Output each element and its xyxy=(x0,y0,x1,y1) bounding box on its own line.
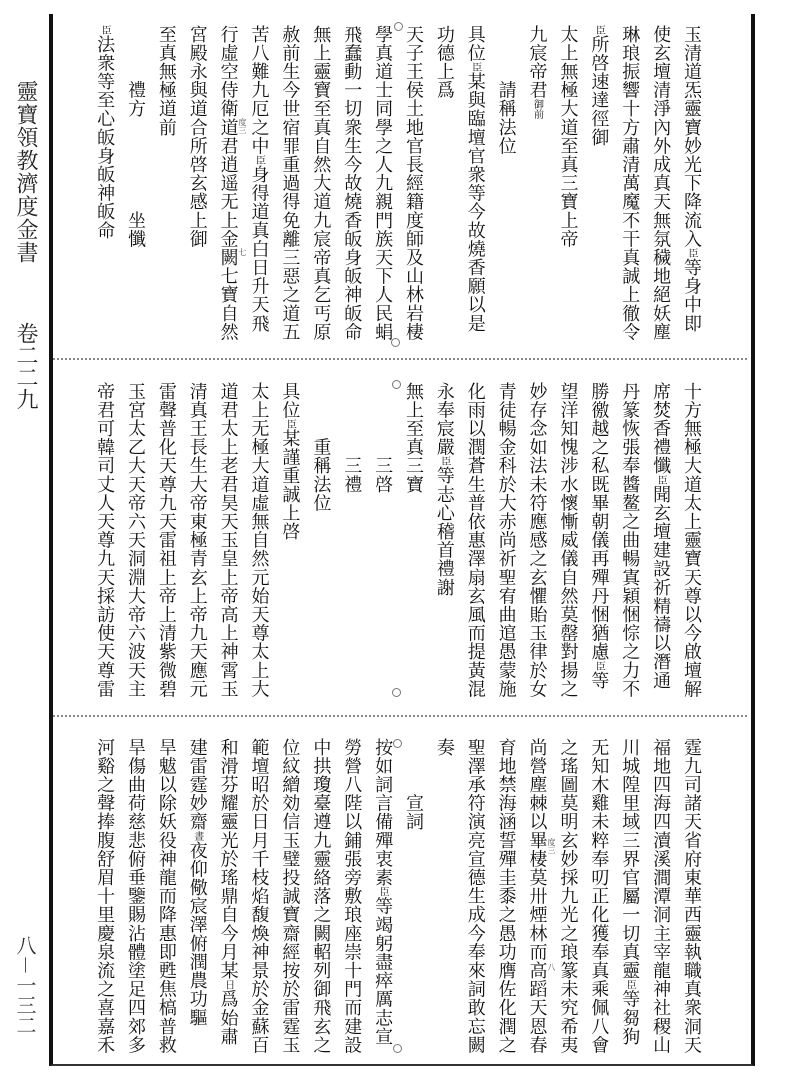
text-segment: 宣詞 xyxy=(402,738,424,831)
text-segment: 請稱法位 xyxy=(495,25,517,156)
small-annotation: 臣 xyxy=(686,248,697,259)
small-annotation: 御前 xyxy=(531,99,543,120)
text-column xyxy=(613,738,644,1054)
text-column xyxy=(366,738,397,1054)
text-segment: 旱傷曲荷慈悲俯垂鑒賜沾體塗足四郊多 xyxy=(124,738,146,1055)
text-segment: 道君太上老君昊天玉皇上帝高上神霄玉 xyxy=(217,382,239,699)
text-column xyxy=(459,25,490,341)
text-segment: 位紋繒効信玉璧投誠寶齋經按於雷霆玉 xyxy=(279,738,301,1055)
text-column xyxy=(88,382,119,698)
small-annotation: 臣 xyxy=(377,886,389,897)
margin-note: 八 xyxy=(547,963,556,971)
text-segment: 禮方 坐懺 xyxy=(124,25,146,249)
text-column xyxy=(582,738,613,1054)
text-column xyxy=(181,738,212,1054)
text-segment: 勝徼越之私既畢朝儀再殫丹悃猶慮 xyxy=(588,382,610,661)
text-column xyxy=(490,25,521,341)
text-column xyxy=(397,25,428,341)
text-segment: 奏 xyxy=(433,738,455,757)
text-column xyxy=(366,25,397,341)
text-segment: 學真道士同學之人九親門族天下人民蜎 xyxy=(372,25,394,342)
text-segment: 妙存念如法未符應感之玄懼貽玉律於女 xyxy=(526,382,548,699)
text-segment: 琳琅振響十方肅清萬魔不干真誠上徹令 xyxy=(619,25,641,342)
text-segment: 席焚香禮懺 xyxy=(650,382,672,475)
binding-hole-mark xyxy=(392,688,401,697)
text-column xyxy=(304,382,335,698)
text-column xyxy=(150,738,181,1054)
text-column xyxy=(428,25,459,341)
text-column xyxy=(119,25,150,341)
text-segment: 化雨以潤蒼生普依惠澤扇玄風而提黃混 xyxy=(464,382,486,699)
text-segment: 行虛空侍衛道君逍遥无上金闕七寶自然 xyxy=(217,25,239,342)
page-number: 八－一三二 xyxy=(13,935,37,1035)
text-column xyxy=(490,382,521,698)
text-column xyxy=(397,382,428,698)
register-bottom xyxy=(88,738,706,1054)
small-annotation: 臣 xyxy=(593,25,605,35)
text-segment: 功德上爲 xyxy=(433,25,455,100)
text-column xyxy=(243,25,274,341)
text-segment: 雷聲普化天尊九天雷祖上帝上清紫微碧 xyxy=(155,382,177,699)
text-column xyxy=(675,25,706,341)
register-top xyxy=(88,25,706,341)
small-annotation: 臣 xyxy=(438,456,450,467)
text-column xyxy=(552,738,583,1054)
text-segment: 赦前生今世宿罪重過得免離三惡之道五 xyxy=(279,25,301,342)
text-segment: 宮殿永與道合所啓玄感上御 xyxy=(186,25,208,249)
text-segment: 福地四海四瀆溪澗潭洞主宰龍神社稷山 xyxy=(650,738,672,1055)
text-segment: 按如詞言備殫衷素 xyxy=(372,738,394,887)
text-column xyxy=(335,738,366,1054)
text-column xyxy=(613,25,644,341)
text-segment: 具位 xyxy=(464,25,486,63)
text-column xyxy=(274,25,305,341)
text-column xyxy=(552,382,583,698)
text-column xyxy=(304,25,335,341)
margin-note: 度三 xyxy=(547,838,556,854)
text-segment: 範壇昭於日月千枝焰馥煥神景於金蘇百 xyxy=(248,738,270,1055)
text-segment: 旱魃以除妖役神龍而降惠即甦焦槁普救 xyxy=(155,738,177,1055)
text-segment: 三禮 xyxy=(341,382,363,494)
text-column xyxy=(88,25,119,341)
text-column xyxy=(644,382,675,698)
text-column xyxy=(274,738,305,1054)
small-annotation: 日 xyxy=(222,979,234,990)
binding-hole-mark xyxy=(392,380,401,389)
text-segment: 等芻狗 xyxy=(619,989,641,1046)
text-column xyxy=(212,738,243,1054)
text-segment: 清真王長生大帝東極青玄上帝九天應元 xyxy=(186,382,208,699)
text-column xyxy=(119,738,150,1054)
register-divider xyxy=(53,715,747,717)
text-segment: 勞營八陛以鋪張旁敷琅座崇十門而建設 xyxy=(341,738,363,1055)
small-annotation: 臣 xyxy=(655,475,667,485)
text-segment: 太上无極大道虛無自然元始天尊太上大 xyxy=(248,382,270,699)
text-column xyxy=(243,382,274,698)
text-column xyxy=(582,25,613,341)
small-annotation: 臣 xyxy=(99,25,111,35)
text-column xyxy=(212,382,243,698)
text-segment: 使玄壇清淨內外成真天無氛穢地絕妖塵 xyxy=(650,25,672,342)
text-segment: 等竭躬盡瘁厲志宣 xyxy=(372,896,394,1046)
text-column xyxy=(521,382,552,698)
text-segment: 尚營塵棘以畢棲莫卅煙林而高蹈天恩春 xyxy=(526,738,548,1055)
text-column xyxy=(428,738,459,1054)
text-segment: 河谿之聲捧腹舒眉十里慶泉流之喜嘉禾 xyxy=(94,738,116,1055)
small-annotation: 臣 xyxy=(624,979,636,990)
text-segment: 中拱瓊臺遵九靈絡落之闕軺列御飛玄之 xyxy=(310,738,332,1055)
text-segment: 苦八難九厄之中 xyxy=(248,25,270,156)
text-column xyxy=(459,738,490,1054)
text-segment: 至真無極道前 xyxy=(155,25,177,137)
text-segment: 望洋知愧涉水懷慚威儀自然莫罄對揚之 xyxy=(557,382,579,699)
text-segment: 川城隍里域三界官屬一切真靈 xyxy=(619,738,641,980)
text-segment: 之瑤圖莫明玄妙採九光之琅篆未究希夷 xyxy=(557,738,579,1055)
binding-hole-mark xyxy=(394,22,403,31)
text-segment: 某與臨壇官衆等今故燒香願以是 xyxy=(464,72,486,333)
text-segment: 等 xyxy=(588,671,610,690)
text-column xyxy=(181,382,212,698)
text-column xyxy=(613,382,644,698)
text-column xyxy=(335,382,366,698)
text-segment: 等身中即 xyxy=(681,258,702,333)
text-segment: 某謹重誠上啓 xyxy=(279,429,301,541)
small-annotation: 臣 xyxy=(593,661,605,671)
text-column xyxy=(675,738,706,1054)
text-column xyxy=(459,382,490,698)
text-segment: 青徒暢金科於大赤尚祈聖宥曲逭愚蒙施 xyxy=(495,382,517,699)
text-segment: 和滑芬耀靈光於瑤鼎自今月某 xyxy=(217,738,239,980)
text-segment: 育地禁海涵誓殫圭黍之愚功膺佐化潤之 xyxy=(495,738,517,1055)
text-column xyxy=(119,382,150,698)
text-segment: 天子王侯土地官長經籍度師及山林岩棲 xyxy=(402,25,424,342)
text-column xyxy=(366,382,397,698)
text-segment: 玉宮太乙大天帝六天洞淵大帝六波天主 xyxy=(124,382,146,699)
text-segment: 三啓 xyxy=(372,382,394,494)
binding-hole-mark xyxy=(393,1044,402,1053)
text-segment: 十方無極大道太上靈寶天尊以今啟壇解 xyxy=(681,382,702,699)
text-column xyxy=(644,25,675,341)
text-segment: 具位 xyxy=(279,382,301,420)
text-column xyxy=(428,382,459,698)
text-column xyxy=(552,25,583,341)
text-segment: 九宸帝君 xyxy=(526,25,548,100)
volume-number: 卷二二九 xyxy=(13,322,38,410)
text-column xyxy=(150,25,181,341)
margin-note: 七 xyxy=(238,248,247,256)
text-column xyxy=(243,738,274,1054)
text-segment: 夜仰儆宸澤俯潤農功驅 xyxy=(186,841,208,1027)
text-segment: 聖澤承符演亮宣德生成今奉來詞敢忘闕 xyxy=(464,738,486,1055)
text-segment: 丹篆恢張奉醬鳌之曲暢寘穎悃悰之力不 xyxy=(619,382,641,699)
text-segment: 等志心稽首禮謝 xyxy=(433,466,455,597)
text-segment: 飛蠢動一切衆生今故燒香皈身皈神皈命 xyxy=(341,25,363,342)
text-segment: 无知木雞未粹奉叨正化獲奉真乘佩八會 xyxy=(588,738,610,1055)
text-segment: 法衆等至心皈身皈神皈命 xyxy=(94,35,116,240)
text-column xyxy=(150,382,181,698)
text-column xyxy=(397,738,428,1054)
binding-hole-mark xyxy=(393,739,402,748)
text-segment: 帝君可韓司丈人天尊九天採訪使天尊雷 xyxy=(94,382,116,699)
text-segment: 重稱法位 xyxy=(310,382,332,513)
text-segment: 爲始肅 xyxy=(217,989,239,1046)
text-column xyxy=(88,738,119,1054)
text-column xyxy=(644,738,675,1054)
text-column xyxy=(490,738,521,1054)
text-segment: 無上至真三寶 xyxy=(402,382,424,494)
small-annotation: 臣 xyxy=(253,155,265,166)
text-segment: 建雷霆妙齋 xyxy=(186,738,208,831)
text-column xyxy=(582,382,613,698)
small-annotation: 臣 xyxy=(469,62,481,73)
running-title: 靈寶領教濟度金書 xyxy=(13,80,38,264)
text-segment: 無上靈寶至真自然大道九宸帝真乞丐原 xyxy=(310,25,332,342)
text-segment: 永奉宸嚴 xyxy=(433,382,455,457)
small-annotation: 臣 xyxy=(284,419,296,430)
register-middle xyxy=(88,382,706,698)
text-segment: 太上無極大道至真三寶上帝 xyxy=(557,25,579,249)
text-column xyxy=(675,382,706,698)
text-column xyxy=(521,25,552,341)
text-column xyxy=(212,25,243,341)
text-segment: 霆九司諸天省府東華西靈執職真衆洞天 xyxy=(681,738,702,1055)
text-segment: 聞玄壇建設祈精禱以潛通 xyxy=(650,485,672,690)
text-column xyxy=(304,738,335,1054)
register-divider xyxy=(53,358,747,360)
margin-note: 度三 xyxy=(238,118,247,134)
text-segment: 身得道真白日升天飛 xyxy=(248,165,270,333)
text-column xyxy=(274,382,305,698)
small-annotation: 晝 xyxy=(191,831,203,841)
text-segment: 所啓速達徑御 xyxy=(588,35,610,147)
binding-hole-mark xyxy=(391,338,400,347)
text-column xyxy=(335,25,366,341)
text-segment: 玉清道炁靈寶妙光下降流入 xyxy=(681,25,702,249)
text-column xyxy=(181,25,212,341)
text-column xyxy=(521,738,552,1054)
